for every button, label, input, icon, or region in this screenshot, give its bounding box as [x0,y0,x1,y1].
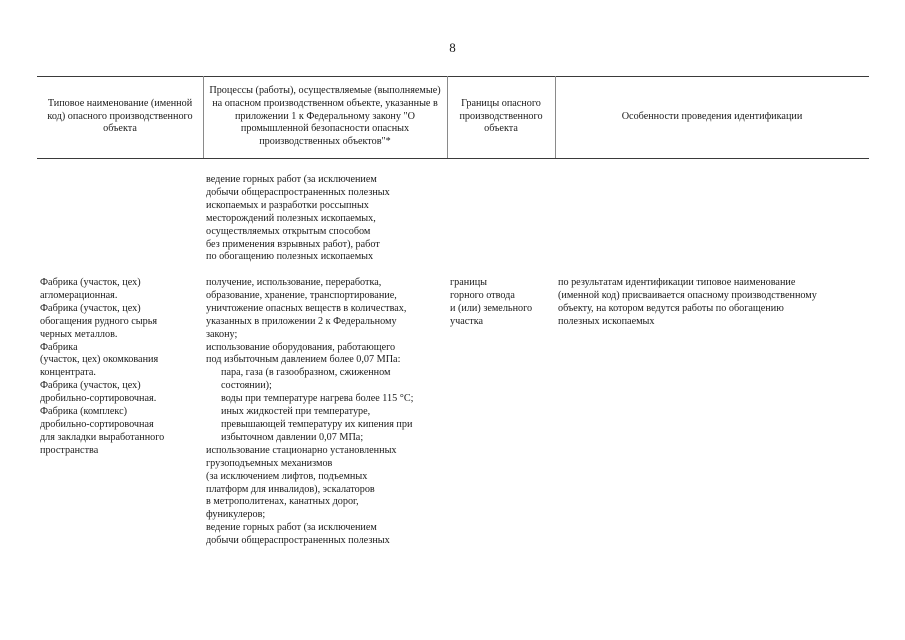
text-line: концентрата. [40,367,96,379]
text-line: добычи общераспространенных полезных [206,535,390,547]
text-line: дробильно-сортировочная. [40,393,157,405]
text-line: пара, газа (в газообразном, сжиженном [221,367,391,379]
text-line: иных жидкостей при температуре, [221,406,371,418]
text-line: и (или) земельного [450,302,533,314]
text-line: по результатам идентификации типовое наименование [558,277,796,288]
text-line: избыточном давлении 0,07 МПа; [221,431,364,443]
header-bottom-rule [37,158,869,159]
header-identification [555,76,869,158]
text-line: без применения взрывных работ), работ [206,238,380,250]
text-line: Фабрика (участок, цех) [40,302,141,314]
page-number: 8 [449,40,456,55]
header-object-name-text: Типовое наименование (именной код) опасного производственного объекта [47,97,193,135]
header-processes-text: Процессы (работы), осуществляемые (выполняемые) на опасном производственном объекте, указанные в приложении 1 к Федеральному закону "О промышленной безопасности опасных производственных объектов"* [209,84,441,148]
text-line: закону; [206,328,238,340]
text-line: Фабрика [40,341,78,353]
text-line: для закладки выработанного [40,431,165,443]
object-names-cell [40,277,164,458]
header-boundaries [447,76,555,158]
text-line: грузоподъемных механизмов [206,457,333,469]
text-line: осуществляемых открытым способом [206,225,371,237]
text-line: фуникулеров; [206,509,266,521]
continuation-text [206,174,390,264]
text-line: использование оборудования, работающего [206,341,396,353]
text-line: Фабрика (участок, цех) [40,380,141,392]
text-line: платформ для инвалидов), эскалаторов [206,483,375,495]
text-line: горного отвода [450,289,515,301]
text-line: ведение горных работ (за исключением [206,522,377,534]
text-line: получение, использование, переработка, [206,277,382,288]
text-line: черных металлов. [40,328,118,340]
text-line: объекту, на котором ведутся работы по обогащению [558,302,784,314]
text-line: по обогащению полезных ископаемых [206,251,374,263]
header-boundaries-text: Границы опасного производственного объекта [459,97,543,135]
text-line: участка [450,315,484,327]
text-line: ископаемых и разработки россыпных [206,199,369,211]
text-line: воды при температуре нагрева более 115 °С; [221,393,414,405]
text-line: ведение горных работ (за исключением [206,174,377,185]
header-identification-text: Особенности проведения идентификации [621,110,803,122]
identification-cell [558,277,817,329]
text-line: дробильно-сортировочная [40,418,154,430]
text-line: превышающей температуру их кипения при [221,418,413,430]
text-line: пространства [40,444,99,456]
text-line: указанных в приложении 2 к Федеральному [206,315,397,327]
text-line: (именной код) присваивается опасному производственному [558,289,817,301]
text-line: Фабрика (комплекс) [40,406,128,418]
text-line: добычи общераспространенных полезных [206,186,390,198]
text-line: полезных ископаемых [558,315,655,327]
text-line: образование, хранение, транспортирование, [206,289,397,301]
text-line: (за исключением лифтов, подъемных [206,470,368,482]
text-line: обогащения рудного сырья [40,315,158,327]
header-processes [203,76,447,158]
text-line: под избыточным давлением более 0,07 МПа: [206,354,401,366]
text-line: использование стационарно установленных [206,444,397,456]
text-line: (участок, цех) окомкования [40,354,159,366]
header-object-name [37,76,203,158]
processes-cell [206,277,413,548]
text-line: Фабрика (участок, цех) [40,277,141,288]
boundaries-cell [450,277,532,329]
text-line: агломерационная. [40,289,118,301]
text-line: уничтожение опасных веществ в количествах, [206,302,407,314]
text-line: месторождений полезных ископаемых, [206,212,376,224]
text-line: в метрополитенах, канатных дорог, [206,496,359,508]
text-line: состоянии); [221,380,272,392]
text-line: границы [450,277,487,288]
